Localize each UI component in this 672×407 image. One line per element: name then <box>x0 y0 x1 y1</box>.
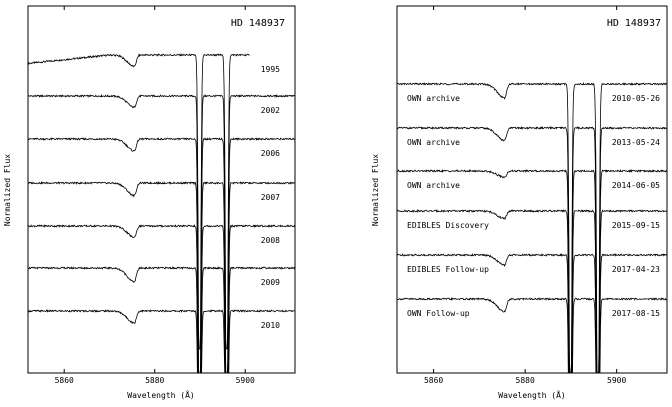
x-tick-label: 5880 <box>145 376 165 385</box>
series-date-label: 2015-09-15 <box>611 221 660 230</box>
spectrum-line <box>397 210 667 373</box>
series-date-label: 2013-05-24 <box>611 138 660 147</box>
series-source-label: OWN archive <box>407 94 460 103</box>
series-source-label: OWN archive <box>407 138 460 147</box>
series-date-label: 2010-05-26 <box>611 94 660 103</box>
right-y-axis-title: Normalized Flux <box>371 153 380 227</box>
left-x-axis-title: Wavelength (Å) <box>127 391 195 400</box>
spectrum-line <box>28 182 295 373</box>
left-panel <box>3 6 295 400</box>
series-date-label: 2017-04-23 <box>611 265 660 274</box>
right-star-label: HD 148937 <box>606 18 661 29</box>
spectrum-line <box>28 138 295 373</box>
series-date-label: 2017-08-15 <box>611 309 660 318</box>
series-source-label: EDIBLES Discovery <box>407 221 489 230</box>
left-plot-frame <box>28 6 295 373</box>
spectrum-line <box>28 225 295 373</box>
series-year-label: 2006 <box>260 149 280 158</box>
left-spectra <box>28 54 295 373</box>
x-tick-label: 5860 <box>54 376 74 385</box>
x-tick-label: 5860 <box>423 376 444 385</box>
left-year-labels <box>261 65 280 330</box>
series-source-label: OWN archive <box>407 181 460 190</box>
series-year-label: 2010 <box>260 321 280 330</box>
x-tick-label: 5880 <box>515 376 535 385</box>
spectrum-line <box>28 267 295 373</box>
left-star-label: HD 148937 <box>230 18 285 29</box>
series-year-label: 2002 <box>260 106 280 115</box>
right-panel <box>371 6 667 400</box>
spectrum-line <box>28 95 295 373</box>
spectrum-line <box>28 54 249 349</box>
series-source-label: EDIBLES Follow-up <box>407 265 489 274</box>
spectrum-line <box>28 310 295 373</box>
series-year-label: 2009 <box>260 278 280 287</box>
spectrum-line <box>397 127 667 373</box>
x-tick-label: 5900 <box>235 376 255 385</box>
left-y-axis-title: Normalized Flux <box>3 153 12 227</box>
series-date-label: 2014-06-05 <box>611 181 660 190</box>
series-year-label: 2007 <box>260 193 280 202</box>
series-source-label: OWN Follow-up <box>407 309 470 318</box>
series-year-label: 1995 <box>260 65 280 74</box>
x-tick-label: 5900 <box>607 376 627 385</box>
series-year-label: 2008 <box>260 236 280 245</box>
right-x-axis-title: Wavelength (Å) <box>498 391 566 400</box>
